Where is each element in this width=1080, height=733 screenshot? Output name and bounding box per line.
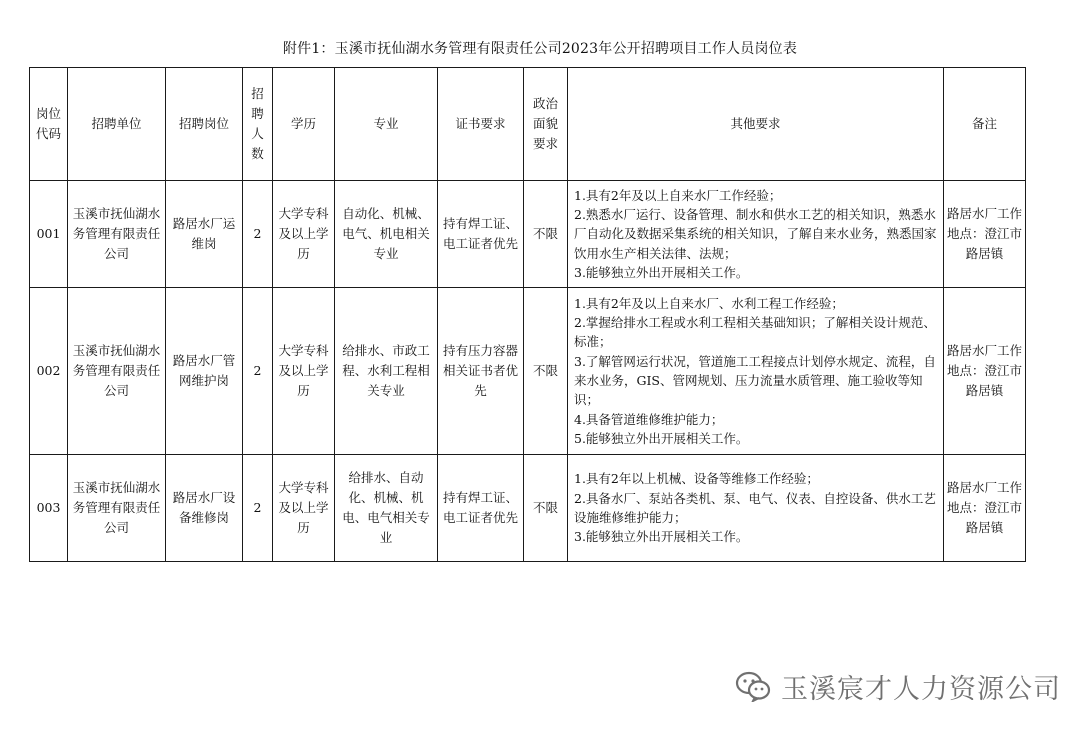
- cell-education: 大学专科及以上学历: [273, 288, 335, 455]
- header-other-requirements: 其他要求: [568, 68, 944, 181]
- requirement-line: 3.能够独立外出开展相关工作。: [574, 265, 749, 281]
- requirement-line: 2.熟悉水厂运行、设备管理、制水和供水工艺的相关知识，熟悉水厂自动化及数据采集系统的相关知识，了解自来水业务，熟悉国家饮用水生产相关法律、法规；: [574, 206, 937, 261]
- cell-post: 路居水厂管网维护岗: [166, 288, 243, 455]
- cell-certificate: 持有焊工证、电工证者优先: [438, 455, 524, 562]
- cell-code: 003: [30, 455, 68, 562]
- cell-count: 2: [243, 455, 273, 562]
- cell-code: 002: [30, 288, 68, 455]
- cell-post: 路居水厂设备维修岗: [166, 455, 243, 562]
- header-note: 备注: [944, 68, 1026, 181]
- cell-major: 给排水、自动化、机械、机电、电气相关专业: [335, 455, 438, 562]
- cell-note: 路居水厂工作地点：澄江市路居镇: [944, 181, 1026, 288]
- header-code: 岗位代码: [30, 68, 68, 181]
- cell-unit: 玉溪市抚仙湖水务管理有限责任公司: [68, 288, 166, 455]
- cell-unit: 玉溪市抚仙湖水务管理有限责任公司: [68, 181, 166, 288]
- header-count: 招聘人数: [243, 68, 273, 181]
- cell-education: 大学专科及以上学历: [273, 181, 335, 288]
- header-post: 招聘岗位: [166, 68, 243, 181]
- header-political: 政治面貌要求: [524, 68, 568, 181]
- cell-unit: 玉溪市抚仙湖水务管理有限责任公司: [68, 455, 166, 562]
- requirement-line: 3.能够独立外出开展相关工作。: [574, 529, 749, 545]
- cell-education: 大学专科及以上学历: [273, 455, 335, 562]
- cell-other-requirements: [568, 181, 944, 288]
- requirement-line: 2.掌握给排水工程或水利工程相关基础知识；了解相关设计规范、标准；: [574, 314, 936, 350]
- requirement-line: 1.具有2年以上机械、设备等维修工作经验；: [574, 471, 819, 487]
- requirement-line: 5.能够独立外出开展相关工作。: [574, 431, 749, 447]
- cell-political: 不限: [524, 181, 568, 288]
- requirement-line: 1.具有2年及以上自来水厂工作经验；: [574, 187, 782, 203]
- requirement-line: 2.具备水厂、泵站各类机、泵、电气、仪表、自控设备、供水工艺设施维修维护能力；: [574, 490, 936, 525]
- table-row: [30, 288, 1026, 455]
- cell-code: 001: [30, 181, 68, 288]
- cell-other-requirements: [568, 455, 944, 562]
- requirement-line: 3.了解管网运行状况，管道施工工程接点计划停水规定、流程，自来水业务，GIS、管网规划、压力流量水质管理、施工验收等知识；: [574, 353, 936, 408]
- cell-count: 2: [243, 181, 273, 288]
- job-table: [29, 67, 1026, 562]
- cell-other-requirements: [568, 288, 944, 455]
- cell-count: 2: [243, 288, 273, 455]
- header-unit: 招聘单位: [68, 68, 166, 181]
- document-title: 附件1：玉溪市抚仙湖水务管理有限责任公司2023年公开招聘项目工作人员岗位表: [282, 41, 798, 57]
- requirement-line: 1.具有2年及以上自来水厂、水利工程工作经验；: [574, 295, 844, 311]
- cell-post: 路居水厂运维岗: [166, 181, 243, 288]
- header-certificate: 证书要求: [438, 68, 524, 181]
- cell-major: 给排水、市政工程、水利工程相关专业: [335, 288, 438, 455]
- cell-note: 路居水厂工作地点：澄江市路居镇: [944, 455, 1026, 562]
- table-row: [30, 455, 1026, 562]
- wechat-icon: [735, 670, 771, 702]
- watermark-text: 玉溪宸才人力资源公司: [781, 673, 1061, 705]
- cell-political: 不限: [524, 455, 568, 562]
- table-row: [30, 181, 1026, 288]
- header-major: 专业: [335, 68, 438, 181]
- cell-note: 路居水厂工作地点：澄江市路居镇: [944, 288, 1026, 455]
- header-education: 学历: [273, 68, 335, 181]
- watermark: [735, 666, 1061, 706]
- cell-major: 自动化、机械、电气、机电相关专业: [335, 181, 438, 288]
- table-header-row: [30, 68, 1026, 181]
- cell-certificate: 持有焊工证、电工证者优先: [438, 181, 524, 288]
- cell-certificate: 持有压力容器相关证书者优先: [438, 288, 524, 455]
- requirement-line: 4.具备管道维修维护能力；: [574, 411, 724, 427]
- cell-political: 不限: [524, 288, 568, 455]
